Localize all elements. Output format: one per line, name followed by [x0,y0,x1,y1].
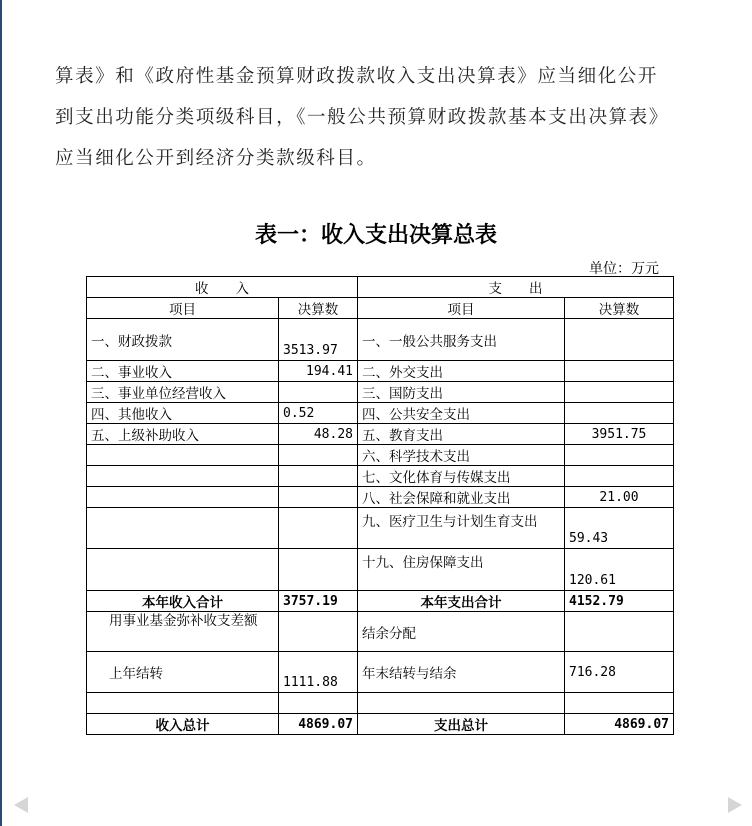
expense-amount [565,382,674,403]
income-amount [279,466,358,487]
expense-amount-header: 决算数 [565,298,674,319]
carryover-label: 上年结转 [87,652,279,693]
year-end-value: 716.28 [565,652,674,693]
expense-item-header: 项目 [358,298,565,319]
income-amount: 48.28 [279,424,358,445]
income-grand-total-value: 4869.07 [279,714,358,735]
column-header-row [87,298,674,319]
paragraph-line: 应当细化公开到经济分类款级科目。 [55,148,377,169]
fund-gap-row [87,612,674,652]
grand-total-row [87,714,674,735]
next-page-arrow-icon[interactable] [728,797,742,813]
fund-gap-label: 用事业基金弥补收支差额 [87,612,279,652]
expense-total-value: 4152.79 [565,591,674,612]
expense-item: 一、一般公共服务支出 [358,319,565,361]
table-row [87,319,674,361]
expense-item: 五、教育支出 [358,424,565,445]
totals-row [87,591,674,612]
table-row [87,693,674,714]
table-row [87,382,674,403]
table-row [87,424,674,445]
expense-item: 十九、住房保障支出 [358,549,565,591]
table-row [87,445,674,466]
income-item: 三、事业单位经营收入 [87,382,279,403]
expense-amount: 120.61 [565,549,674,591]
paragraph-line: 到支出功能分类项级科目，《一般公共预算财政拨款基本支出决算表》 [55,107,669,128]
income-amount-header: 决算数 [279,298,358,319]
expense-item: 七、文化体育与传媒支出 [358,466,565,487]
income-amount [279,487,358,508]
income-amount [279,508,358,549]
expense-item: 二、外交支出 [358,361,565,382]
expense-item: 九、医疗卫生与计划生育支出 [358,508,565,549]
table-title: 表一：收入支出决算总表 [254,222,497,248]
income-item: 一、财政拨款 [87,319,279,361]
income-item: 五、上级补助收入 [87,424,279,445]
income-item-header: 项目 [87,298,279,319]
expense-item: 六、科学技术支出 [358,445,565,466]
expense-item: 四、公共安全支出 [358,403,565,424]
expense-grand-total-label: 支出总计 [358,714,565,735]
expense-amount [565,361,674,382]
income-amount: 0.52 [279,403,358,424]
table-row [87,466,674,487]
table-header-row [87,277,674,298]
income-total-value: 3757.19 [279,591,358,612]
previous-page-arrow-icon[interactable] [14,797,28,813]
fund-gap-value [279,612,358,652]
income-item: 二、事业收入 [87,361,279,382]
expense-amount [565,445,674,466]
expense-item: 八、社会保障和就业支出 [358,487,565,508]
income-total-label: 本年收入合计 [87,591,279,612]
table-row [87,403,674,424]
income-item [87,508,279,549]
expense-amount [565,403,674,424]
expense-amount [565,466,674,487]
expense-amount: 21.00 [565,487,674,508]
expense-header: 支 出 [358,277,674,298]
income-item [87,445,279,466]
income-header: 收 入 [87,277,358,298]
expense-item: 三、国防支出 [358,382,565,403]
income-amount [279,382,358,403]
paragraph-line: 算表》和《政府性基金预算财政拨款收入支出决算表》应当细化公开 [55,66,659,87]
body-paragraph [55,56,715,179]
income-item [87,487,279,508]
table-row [87,549,674,591]
expense-grand-total-value: 4869.07 [565,714,674,735]
income-item [87,466,279,487]
table-row [87,361,674,382]
page-left-border [0,0,2,826]
income-amount: 194.41 [279,361,358,382]
budget-summary-table [86,276,674,735]
surplus-distribution-value [565,612,674,652]
income-amount [279,549,358,591]
income-grand-total-label: 收入总计 [87,714,279,735]
income-item: 四、其他收入 [87,403,279,424]
expense-amount [565,319,674,361]
income-item [87,549,279,591]
expense-amount: 3951.75 [565,424,674,445]
unit-label: 单位：万元 [589,261,659,277]
carryover-row [87,652,674,693]
carryover-value: 1111.88 [279,652,358,693]
income-amount [279,445,358,466]
table-row [87,508,674,549]
income-amount: 3513.97 [279,319,358,361]
surplus-distribution-label: 结余分配 [358,612,565,652]
year-end-label: 年末结转与结余 [358,652,565,693]
expense-amount: 59.43 [565,508,674,549]
table-row [87,487,674,508]
expense-total-label: 本年支出合计 [358,591,565,612]
